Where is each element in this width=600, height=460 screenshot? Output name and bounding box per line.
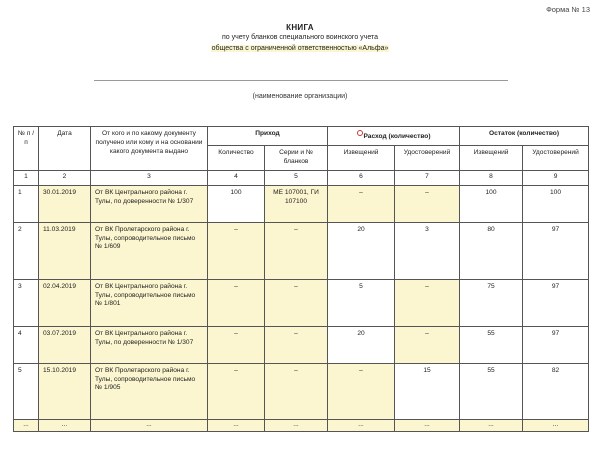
cell-quantity: 100 bbox=[208, 185, 265, 222]
cell-balance-notices: 100 bbox=[460, 185, 523, 222]
cell-balance-certificates: 97 bbox=[523, 326, 589, 363]
cell-expense-certificates: ... bbox=[395, 419, 460, 431]
cell-balance-certificates: 97 bbox=[523, 279, 589, 326]
cell-document: От ВК Центрального района г. Тулы, сопроводительное письмо № 1/801 bbox=[91, 279, 208, 326]
cell-balance-certificates: 100 bbox=[523, 185, 589, 222]
organization-name-text: общества с ограниченной ответственностью «Альфа» bbox=[211, 45, 389, 52]
cell-balance-certificates: ... bbox=[523, 419, 589, 431]
cell-quantity: – bbox=[208, 279, 265, 326]
cell-balance-certificates: 97 bbox=[523, 222, 589, 279]
form-number: Форма № 13 bbox=[546, 5, 590, 14]
header-balance-notices: Извещений bbox=[460, 145, 523, 170]
cell-quantity: ... bbox=[208, 419, 265, 431]
cell-quantity: – bbox=[208, 222, 265, 279]
cell-balance-notices: 80 bbox=[460, 222, 523, 279]
column-number: 2 bbox=[39, 170, 91, 185]
cell-quantity: – bbox=[208, 363, 265, 419]
cell-document: От ВК Центрального района г. Тулы, по доверенности № 1/307 bbox=[91, 326, 208, 363]
cell-expense-certificates: 15 bbox=[395, 363, 460, 419]
header-row bbox=[14, 127, 589, 146]
cell-balance-notices: 75 bbox=[460, 279, 523, 326]
cell-num: 4 bbox=[14, 326, 39, 363]
column-number: 4 bbox=[208, 170, 265, 185]
table-row bbox=[14, 222, 589, 279]
cell-balance-notices: 55 bbox=[460, 326, 523, 363]
cell-date: 11.03.2019 bbox=[39, 222, 91, 279]
cell-series: МЕ 107001, ГИ 107100 bbox=[265, 185, 328, 222]
cell-date: 15.10.2019 bbox=[39, 363, 91, 419]
organization-underline bbox=[94, 80, 508, 81]
cell-expense-certificates: – bbox=[395, 185, 460, 222]
column-number: 9 bbox=[523, 170, 589, 185]
header-expense-certificates: Удостоверений bbox=[395, 145, 460, 170]
column-number: 7 bbox=[395, 170, 460, 185]
cell-expense-notices: 20 bbox=[328, 222, 395, 279]
cell-document: От ВК Пролетарского района г. Тулы, сопроводительное письмо № 1/905 bbox=[91, 363, 208, 419]
document-subtitle: по учету бланков специального воинского учета bbox=[221, 34, 379, 41]
cell-expense-notices: 5 bbox=[328, 279, 395, 326]
cell-num: ... bbox=[14, 419, 39, 431]
header-balance: Остаток (количество) bbox=[460, 127, 589, 146]
cell-date: 30.01.2019 bbox=[39, 185, 91, 222]
cell-expense-certificates: – bbox=[395, 326, 460, 363]
document-title: КНИГА bbox=[286, 23, 314, 32]
header-balance-certificates: Удостоверений bbox=[523, 145, 589, 170]
table-row bbox=[14, 326, 589, 363]
column-number: 5 bbox=[265, 170, 328, 185]
column-number: 1 bbox=[14, 170, 39, 185]
cell-series: – bbox=[265, 279, 328, 326]
cell-document: От ВК Центрального района г. Тулы, по доверенности № 1/307 bbox=[91, 185, 208, 222]
cell-document: От ВК Пролетарского района г. Тулы, сопроводительное письмо № 1/609 bbox=[91, 222, 208, 279]
table-row bbox=[14, 363, 589, 419]
cell-expense-notices: – bbox=[328, 363, 395, 419]
header-series-numbers: Серии и № бланков bbox=[265, 145, 328, 170]
header-num: № п / п bbox=[14, 127, 39, 171]
organization-caption: (наименование организации) bbox=[252, 93, 348, 100]
mouse-cursor-icon bbox=[357, 130, 363, 136]
organization-name bbox=[0, 45, 600, 52]
cell-balance-certificates: 82 bbox=[523, 363, 589, 419]
cell-document: ... bbox=[91, 419, 208, 431]
header-expense-notices: Извещений bbox=[328, 145, 395, 170]
cell-expense-certificates: 3 bbox=[395, 222, 460, 279]
cell-num: 1 bbox=[14, 185, 39, 222]
column-number: 8 bbox=[460, 170, 523, 185]
cell-balance-notices: 55 bbox=[460, 363, 523, 419]
cell-series: – bbox=[265, 326, 328, 363]
header-income: Приход bbox=[208, 127, 328, 146]
header-date: Дата bbox=[39, 127, 91, 171]
blanks-ledger-table bbox=[13, 126, 589, 432]
cell-expense-notices: – bbox=[328, 185, 395, 222]
column-numbers-row bbox=[14, 170, 589, 185]
cell-num: 2 bbox=[14, 222, 39, 279]
table-row bbox=[14, 185, 589, 222]
column-number: 6 bbox=[328, 170, 395, 185]
cell-num: 5 bbox=[14, 363, 39, 419]
cell-series: – bbox=[265, 222, 328, 279]
cell-date: 03.07.2019 bbox=[39, 326, 91, 363]
cell-date: 02.04.2019 bbox=[39, 279, 91, 326]
cell-series: – bbox=[265, 363, 328, 419]
cell-num: 3 bbox=[14, 279, 39, 326]
cell-series: ... bbox=[265, 419, 328, 431]
cell-expense-notices: 20 bbox=[328, 326, 395, 363]
header-from-whom: От кого и по какому документу получено или кому и на основании какого документа выдано bbox=[91, 127, 208, 171]
cell-date: ... bbox=[39, 419, 91, 431]
table-row bbox=[14, 279, 589, 326]
cell-balance-notices: ... bbox=[460, 419, 523, 431]
header-expense: Расход (количество) bbox=[328, 127, 460, 146]
cell-quantity: – bbox=[208, 326, 265, 363]
cell-expense-certificates: – bbox=[395, 279, 460, 326]
header-quantity: Количество bbox=[208, 145, 265, 170]
cell-expense-notices: ... bbox=[328, 419, 395, 431]
column-number: 3 bbox=[91, 170, 208, 185]
table-row bbox=[14, 419, 589, 431]
